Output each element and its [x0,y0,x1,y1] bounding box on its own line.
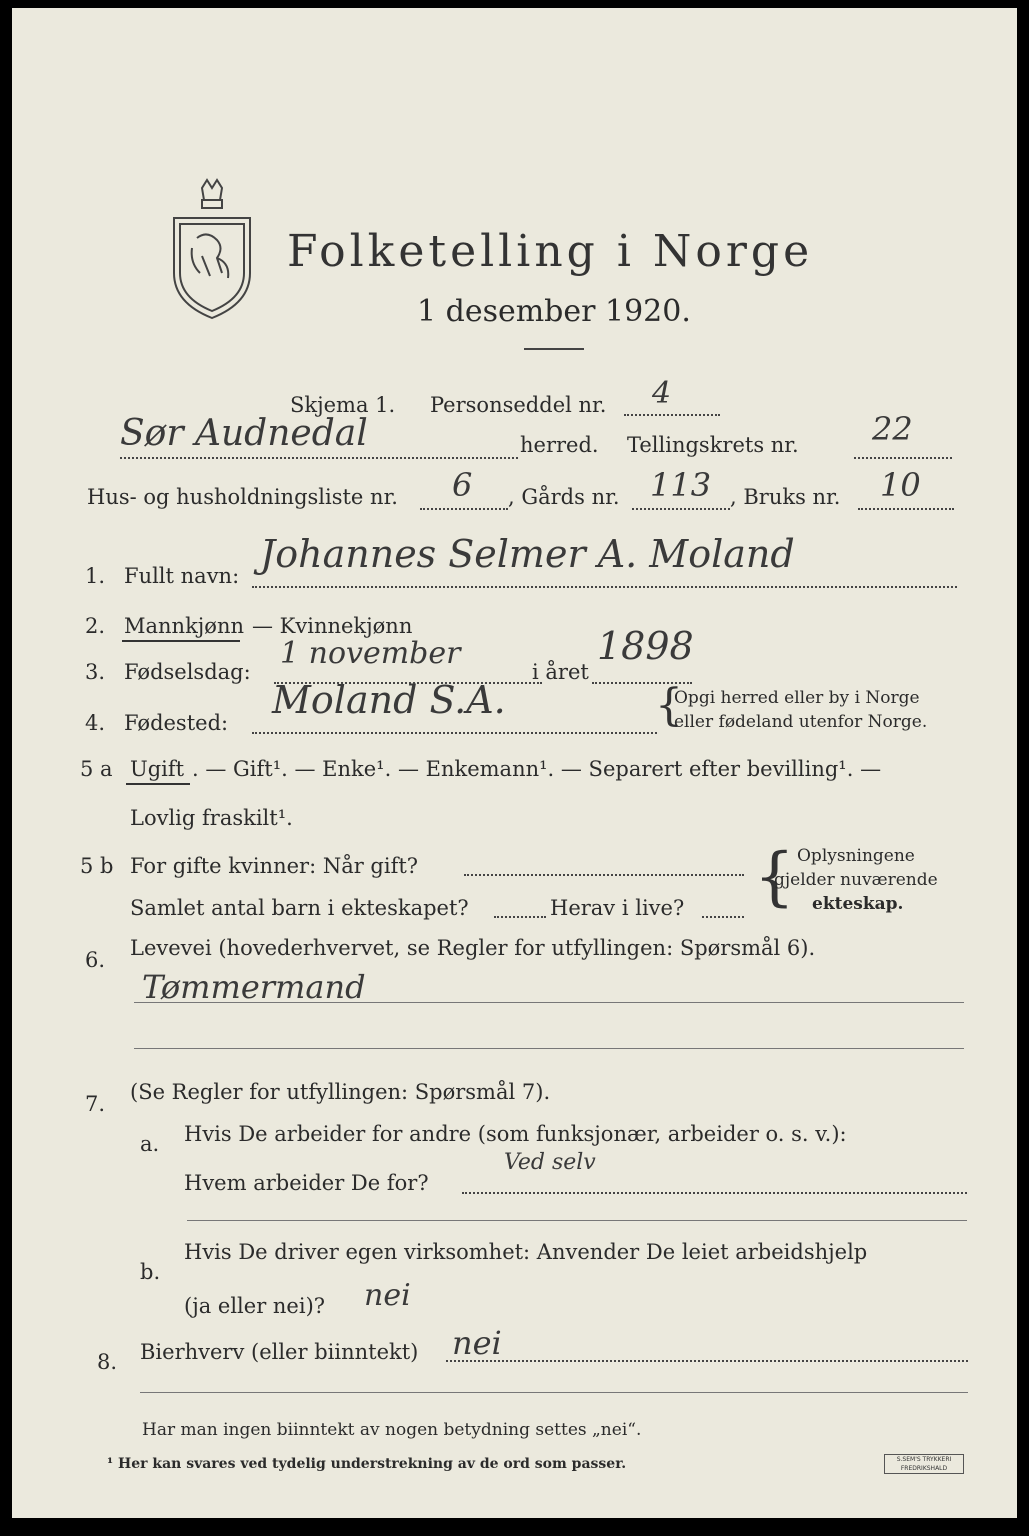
q5b-number: 5 b [80,854,114,878]
q5a-ugift-underline [126,783,190,785]
note-text: Har man ingen biinntekt av nogen betydning settes „nei“. [142,1420,642,1440]
personseddel-label: Personseddel nr. [430,393,607,417]
personseddel-line [624,414,720,416]
q2-female: — Kvinnekjønn [252,614,413,638]
q3-year-label: i året [532,660,589,684]
q7-number: 7. [85,1092,106,1116]
q5b-note-line2: gjelder nuværende [774,870,938,890]
q5b-when-line [464,874,744,876]
bruks-label: , Bruks nr. [730,485,841,509]
q2-number: 2. [85,614,106,638]
q3-value: 1 november [280,636,461,671]
q7a-line1: Hvis De arbeider for andre (som funksjonær, arbeider o. s. v.): [184,1122,847,1146]
hus-value: 6 [452,466,473,504]
q8-line [446,1360,968,1362]
q8-line2 [140,1392,968,1393]
q4-label: Fødested: [124,711,229,735]
personseddel-value: 4 [652,376,672,411]
q1-number: 1. [85,564,106,588]
q7b-value: nei [364,1278,411,1313]
q5b-line1: For gifte kvinner: Når gift? [130,854,419,878]
q5b-alive-line [702,916,744,918]
bruks-line [858,508,954,510]
q6-number: 6. [85,948,106,972]
q5a-line2: Lovlig fraskilt¹. [130,806,293,830]
q4-note-line1: Opgi herred eller by i Norge [674,688,920,708]
q7b-line1: Hvis De driver egen virksomhet: Anvender De leiet arbeidshjelp [184,1240,868,1264]
q5b-note-line1: Oplysningene [797,846,915,866]
q4-value: Moland S.A. [272,678,506,722]
q7a-employer-line [462,1192,967,1194]
q1-label: Fullt navn: [124,564,240,588]
herred-label: herred. [520,433,599,457]
q4-note-brace: { [655,680,683,731]
q3-year-value: 1898 [597,624,694,668]
q6-label: Levevei (hovederhvervet, se Regler for utfyllingen: Spørsmål 6). [130,936,816,960]
q7-label: (Se Regler for utfyllingen: Spørsmål 7). [130,1080,551,1104]
q7a-value: Ved selv [504,1150,596,1175]
q3-label: Fødselsdag: [124,660,251,684]
q5b-note-brace: { [754,840,795,914]
q2-male: Mannkjønn [124,614,245,638]
q5b-line2: Samlet antal barn i ekteskapet? [130,896,469,920]
q6-value: Tømmermand [142,968,366,1006]
q7a-line2: Hvem arbeider De for? [184,1171,429,1195]
q4-number: 4. [85,711,106,735]
q1-value: Johannes Selmer A. Moland [260,532,795,576]
tellingskrets-label: Tellingskrets nr. [627,433,799,457]
census-date: 1 desember 1920. [417,294,691,329]
herred-value: Sør Audnedal [120,413,368,454]
q5a-ugift: Ugift [130,757,185,781]
q8-label: Bierhverv (eller biinntekt) [140,1340,419,1364]
coat-of-arms-icon [162,178,262,323]
q8-value: nei [452,1324,502,1362]
q5a-options: . — Gift¹. — Enke¹. — Enkemann¹. — Separert efter bevilling¹. — [192,757,882,781]
q5b-children-line [494,916,546,918]
q4-note-line2: eller fødeland utenfor Norge. [674,712,928,732]
q5b-note-line3: ekteskap. [812,894,904,914]
tellingskrets-line [854,457,952,459]
census-form-page [12,8,1017,1518]
q7b-number: b. [140,1260,161,1284]
q3-number: 3. [85,660,106,684]
q1-line [252,586,957,588]
gards-label: , Gårds nr. [508,485,620,509]
q7a-line2-rule [187,1220,967,1221]
footnote-text: ¹ Her kan svares ved tydelig understrekning av de ord som passer. [107,1456,627,1472]
q7b-line2: (ja eller nei)? [184,1294,326,1318]
skjema-label: Skjema 1. [290,393,396,417]
q2-male-underline [122,640,240,642]
printer-stamp-text: S.SEM'S TRYKKERI FREDRIKSHALD [896,1456,952,1472]
gards-line [632,508,730,510]
bruks-value: 10 [880,466,921,504]
form-title: Folketelling i Norge [287,226,814,277]
q6-line1 [134,1002,964,1003]
tellingskrets-value: 22 [872,410,913,448]
q8-number: 8. [97,1350,118,1374]
q6-line2 [134,1048,964,1049]
printer-stamp [884,1454,964,1474]
gards-value: 113 [650,466,712,504]
q4-line [252,732,657,734]
herred-line [120,457,518,459]
hus-line [420,508,508,510]
q7a-number: a. [140,1132,160,1156]
hus-label: Hus- og husholdningsliste nr. [87,485,398,509]
q5a-number: 5 a [80,757,113,781]
title-divider [524,348,584,350]
q5b-herav: Herav i live? [550,896,685,920]
